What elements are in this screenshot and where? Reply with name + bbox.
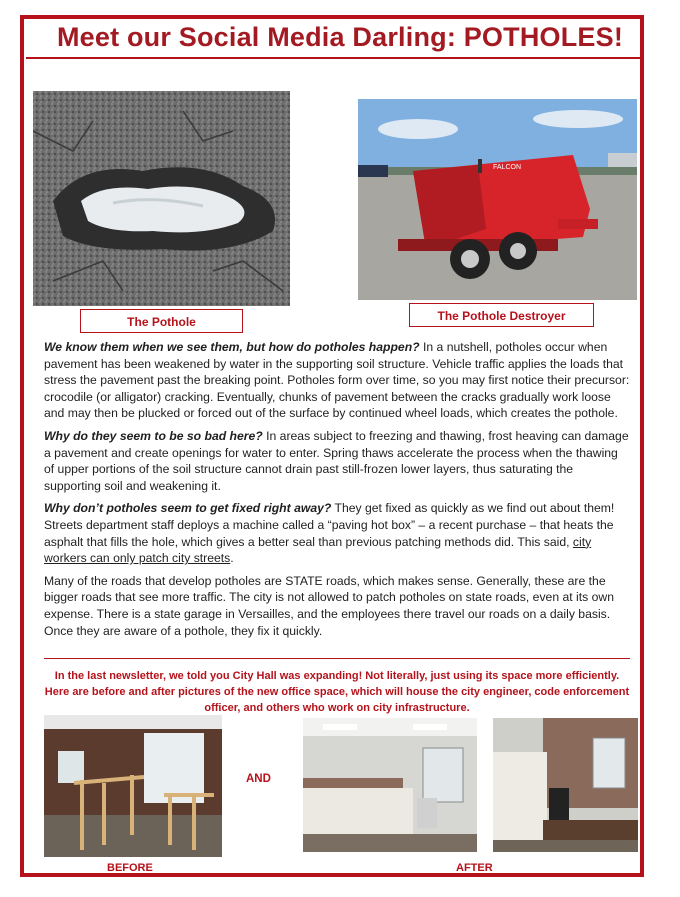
after-photo-2 [493, 718, 638, 852]
page-title: Meet our Social Media Darling: POTHOLES! [56, 22, 624, 52]
paragraph-tail: . [230, 551, 234, 566]
after-photo-1 [303, 718, 477, 852]
and-label: AND [246, 773, 271, 785]
paragraph-why-so-bad [44, 428, 630, 494]
paragraph-text: They get fixed as quickly as we find out about them! Streets department staff deploys a machine called a “paving hot box” – a recent purchase – that heats the asphalt that fills the hole, which gives a better seal than previous patching methods did. This said, [44, 501, 615, 549]
pothole-destroyer-photo [358, 99, 637, 300]
paragraph-text: In a nutshell, potholes occur when pavement has been weakened by water in the supporting soil structure. Vehicle traffic applies the loads that stress the pavement past the breaking point. Potholes form over time, so you may first notice their precursor: crocodile (or alligator) cracking. Eventually, chunks of pavement between the cracks gradually work loose and may then be plucked or forced out of the surface by continued wheel loads, which creates the pothole. [44, 340, 630, 421]
article-body [44, 339, 630, 645]
before-label: BEFORE [107, 862, 153, 874]
paragraph-state-roads [44, 573, 630, 639]
paragraph-lead: We know them when we see them, but how do potholes happen? [44, 340, 420, 354]
after-label: AFTER [456, 862, 493, 874]
paragraph-lead: Why don’t potholes seem to get fixed right away? [44, 501, 332, 516]
pothole-destroyer-caption: The Pothole Destroyer [409, 303, 594, 327]
pothole-photo [33, 91, 290, 306]
paragraph-how-potholes-happen [44, 339, 630, 422]
pothole-caption: The Pothole [80, 309, 243, 333]
paragraph-text: In areas subject to freezing and thawing, frost heaving can damage a pavement and create openings for water to enter. Spring thaws accelerate the process when the thawing of upper portions of the soil structure cannot drain past still-frozen lower layers, thus saturating the supporting soil and weakening it. [44, 428, 629, 493]
paragraph-why-not-fixed [44, 500, 630, 566]
before-photo [44, 715, 222, 857]
underlined-text: city workers can only patch city streets [44, 534, 592, 566]
title-divider [26, 57, 642, 59]
newsletter-note: In the last newsletter, we told you City Hall was expanding! Not literally, just using its space more efficiently. Here are before and after pictures of the new office space, which will house the city engineer, code enforcement officer, and others who work on city infrastructure. [44, 670, 630, 714]
paragraph-lead: Why do they seem to be so bad here? [44, 428, 263, 443]
falcon-logo: FALCON [493, 164, 522, 171]
section-divider [44, 658, 630, 659]
paragraph-text: Many of the roads that develop potholes are STATE roads, which makes sense. Generally, these are the bigger roads that see more traffic. The city is not allowed to patch potholes on state roads, even at its own expense. There is a state garage in Versailles, and the employees there travel our roads on a daily basis. Once they are aware of a pothole, they fix it quickly. [44, 573, 614, 638]
